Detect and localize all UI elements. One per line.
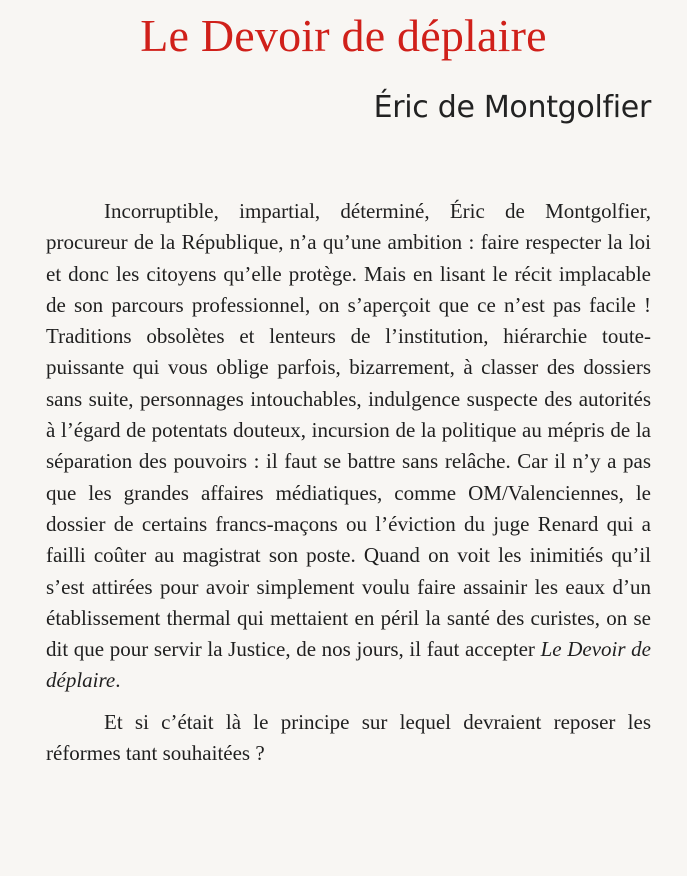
book-title: Le Devoir de déplaire (140, 10, 547, 61)
back-cover-text (46, 196, 651, 769)
paragraph-2: Et si c’était là le principe sur lequel devraient reposer les réformes tant souhaitées ? (46, 709, 651, 766)
author-name: Éric de Montgolfier (373, 90, 651, 125)
paragraph-1-italic-title: Le Devoir de déplaire (46, 637, 651, 693)
paragraph-1 (46, 196, 651, 697)
paragraph-1-end: . (115, 668, 121, 693)
paragraph-1-text: Incorruptible, impartial, déterminé, Éric de Montgolfier, procureur de la République, n’a qu’une ambition : faire respecter la loi et donc les citoyens qu’elle protège. Mais en lisant le récit implacable de son parcours professionnel, on s’aperçoit que ce n’est pas facile ! Traditions obsolètes et lenteurs de l’institution, hiérarchie toute-puissante qui vous oblige parfois, bizarrement, à classer des dossiers sans suite, personnages intouchables, indulgence suspecte des autorités à l’égard de potentats douteux, incursion de la politique au mépris de la séparation des pouvoirs : il faut se battre sans relâche. Car il n’y a pas que les grandes affaires médiatiques, comme OM/Valenciennes, le dossier de certains francs-maçons ou l’éviction du juge Renard qui a failli coûter au magistrat son poste. Quand on voit les inimitiés qu’il s’est attirées pour avoir simplement voulu faire assainir les eaux d’un établissement thermal qui mettaient en péril la santé des curistes, on se dit que pour servir la Justice, de nos jours, il faut accepter (46, 199, 651, 662)
